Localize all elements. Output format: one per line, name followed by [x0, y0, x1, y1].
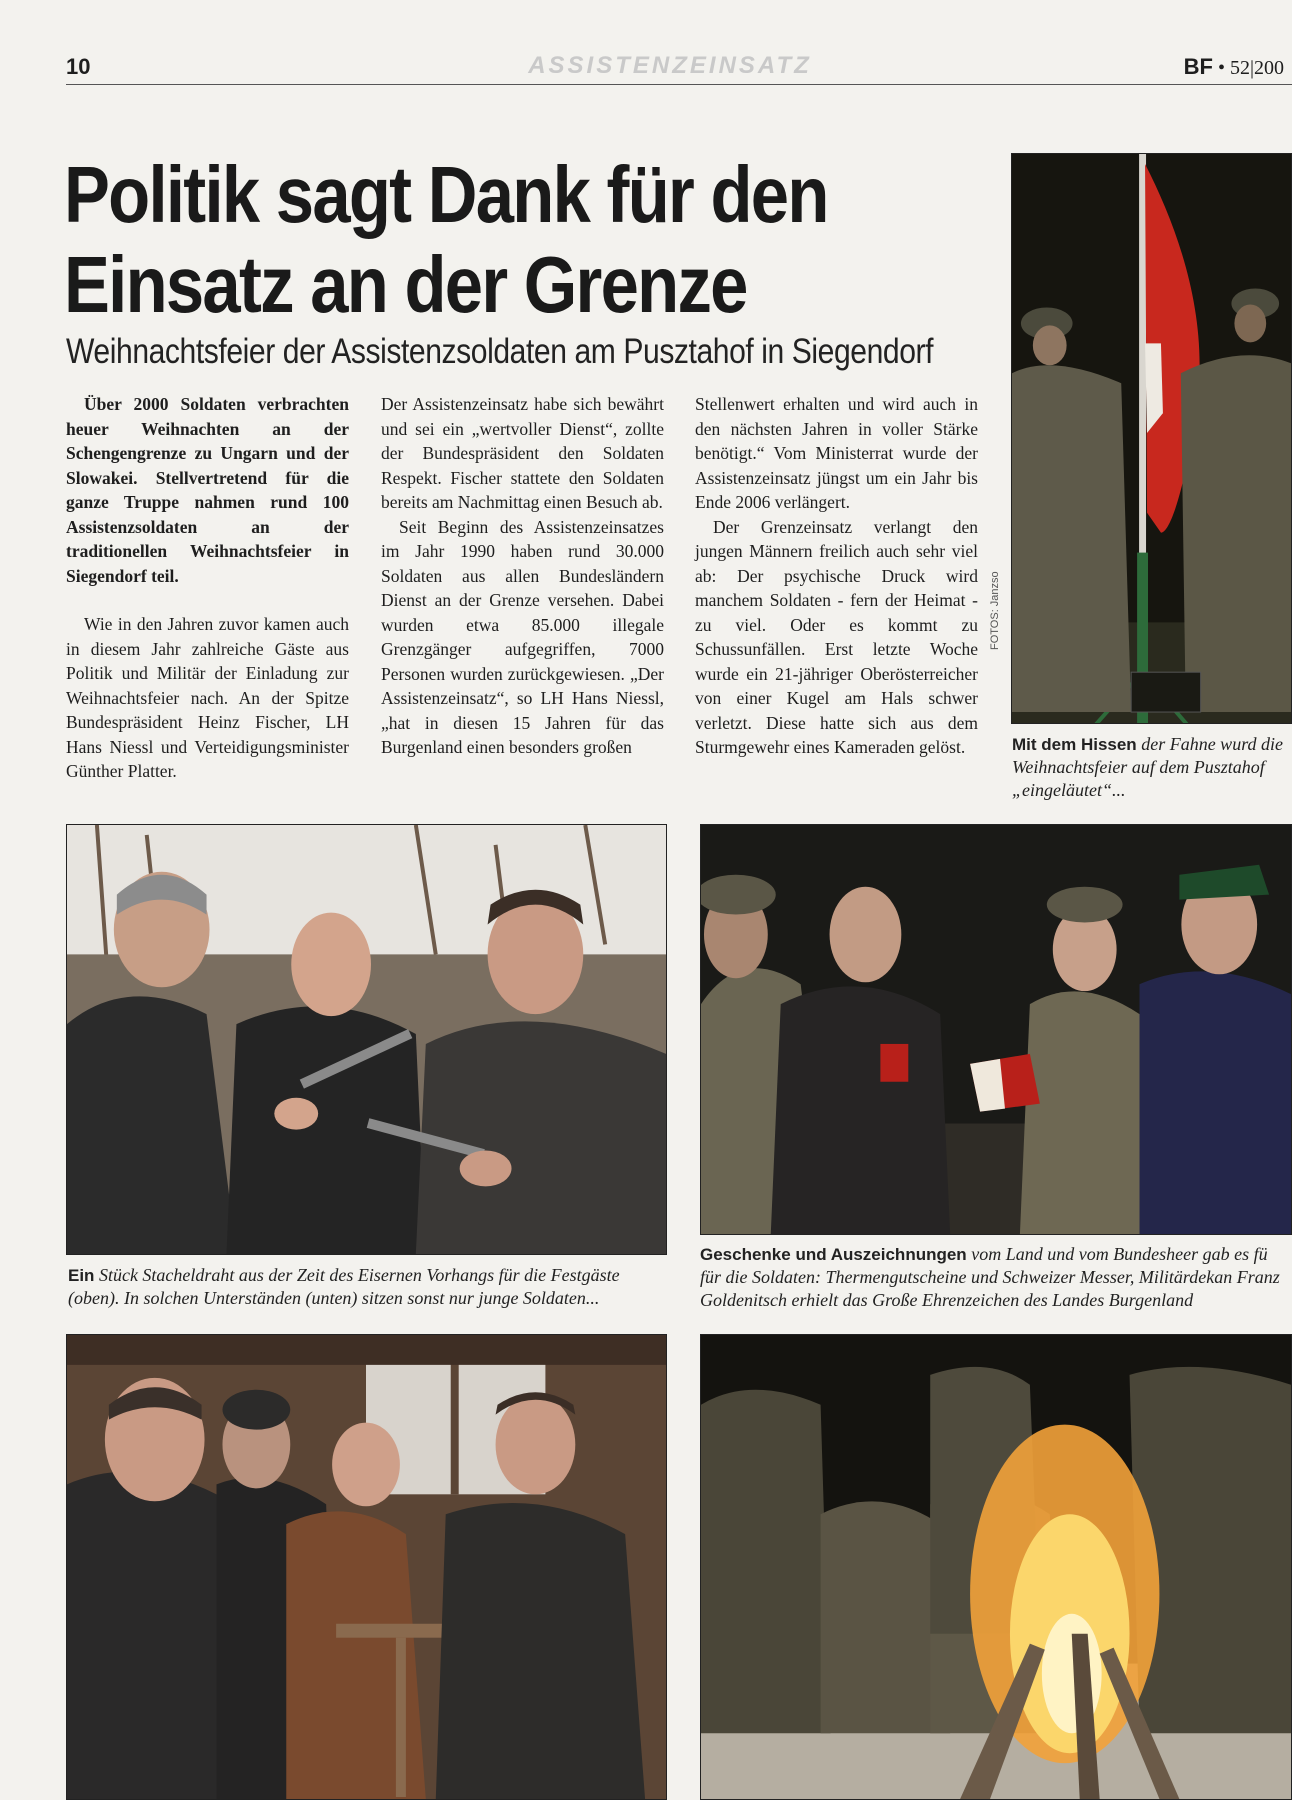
photo-shelter [66, 1334, 667, 1800]
paragraph: Seit Beginn des Assistenzeinsatzes im Jahr 1990 haben rund 30.000 Soldaten aus allen Bundesländern Dienst an der Grenze versehen. Dabei wurden etwa 85.000 illegale Grenzgänger aufgegriffen, 7000 Personen wurden zurückgewiesen. „Der Assistenzeinsatz“, so LH Hans Niessl, „hat in diesen 15 Jahren für das Burgenland einen besonders großen [381, 516, 664, 757]
paragraph: Der Assistenzeinsatz habe sich bewährt und sei ein „wertvoller Dienst“, zollte der Bundespräsident den Soldaten Respekt. Fischer stattete den Soldaten bereits am Nachmittag einen Besuch ab. [381, 394, 664, 512]
headline-line-1: Politik sagt Dank für den [64, 150, 828, 239]
magazine-name: BF [1183, 54, 1213, 79]
header-rule [66, 84, 1292, 85]
caption-barbed-wire [68, 1264, 668, 1310]
headline [64, 150, 838, 330]
caption-flag [1012, 733, 1292, 802]
paragraph: Stellenwert erhalten und wird auch in den nächsten Jahren in voller Stärke benötigt.“ Vom Ministerrat wurde der Assistenzeinsatz jüngst um ein Jahr bis Ende 2006 verlängert. [695, 394, 978, 512]
paragraph: Der Grenzeinsatz verlangt den jungen Männern freilich auch sehr viel ab: Der psychische Druck wird manchem Soldaten - fern der Heimat - zu viel. Oder es kommt zu Schussunfällen. Erst letzte Woche wurde ein 21-jähriger Oberösterreicher von einer Kugel am Hals schwer verletzt. Diese hatte sich aus dem Sturmgewehr eines Kameraden gelöst. [695, 516, 978, 757]
caption-lead: Ein [68, 1266, 95, 1285]
photo-campfire [700, 1334, 1292, 1800]
headline-line-2: Einsatz an der Grenze [64, 240, 747, 329]
photo-gifts-awards [700, 824, 1292, 1235]
separator-dot: • [1217, 57, 1225, 79]
text-column-2 [381, 392, 664, 760]
issue-number: 52|200 [1229, 57, 1284, 79]
caption-lead: Mit dem Hissen [1012, 735, 1137, 754]
caption-text: Stück Stacheldraht aus der Zeit des Eisernen Vorhangs für die Festgäste (oben). In solchen Unterständen (unten) sitzen sonst nur junge Soldaten... [68, 1265, 620, 1308]
text-column-1 [66, 392, 349, 784]
text-column-3 [695, 392, 978, 760]
paragraph: Wie in den Jahren zuvor kamen auch in diesem Jahr zahlreiche Gäste aus Politik und Militär der Einladung zur Weihnachtsfeier nach. An der Spitze Bundespräsident Heinz Fischer, LH Hans Niessl und Verteidigungsminister Günther Platter. [66, 614, 349, 781]
caption-gifts [700, 1243, 1292, 1312]
magazine-issue [1184, 54, 1284, 80]
photo-barbed-wire-gift [66, 824, 667, 1255]
lead-paragraph: Über 2000 Soldaten verbrachten heuer Weihnachten an der Schengengrenze zu Ungarn und der Slowakei. Stellvertretend für die ganze Truppe nahmen rund 100 Assistenzsoldaten an der traditionellen Weihnachtsfeier in Siegendorf teil. [66, 394, 349, 586]
caption-text: vom Land und vom Bundesheer gab es fü für die Soldaten: Thermengutscheine und Schweizer Messer, Militärdekan Franz Goldenitsch erhielt das Große Ehrenzeichen des Landes Burgenland [700, 1244, 1280, 1310]
caption-lead: Geschenke und Auszeichnungen [700, 1245, 967, 1264]
photo-flag-raising [1011, 153, 1292, 724]
section-title: ASSISTENZEINSATZ [528, 52, 812, 79]
caption-text: der Fahne wurd die Weihnachtsfeier auf dem Pusztahof „eingeläutet“... [1012, 734, 1284, 800]
subheadline: Weihnachtsfeier der Assistenzsoldaten am Pusztahof in Siegendorf [66, 332, 934, 371]
page-number: 10 [66, 54, 91, 79]
photo-credit: FOTOS: Janzso [989, 571, 1001, 650]
